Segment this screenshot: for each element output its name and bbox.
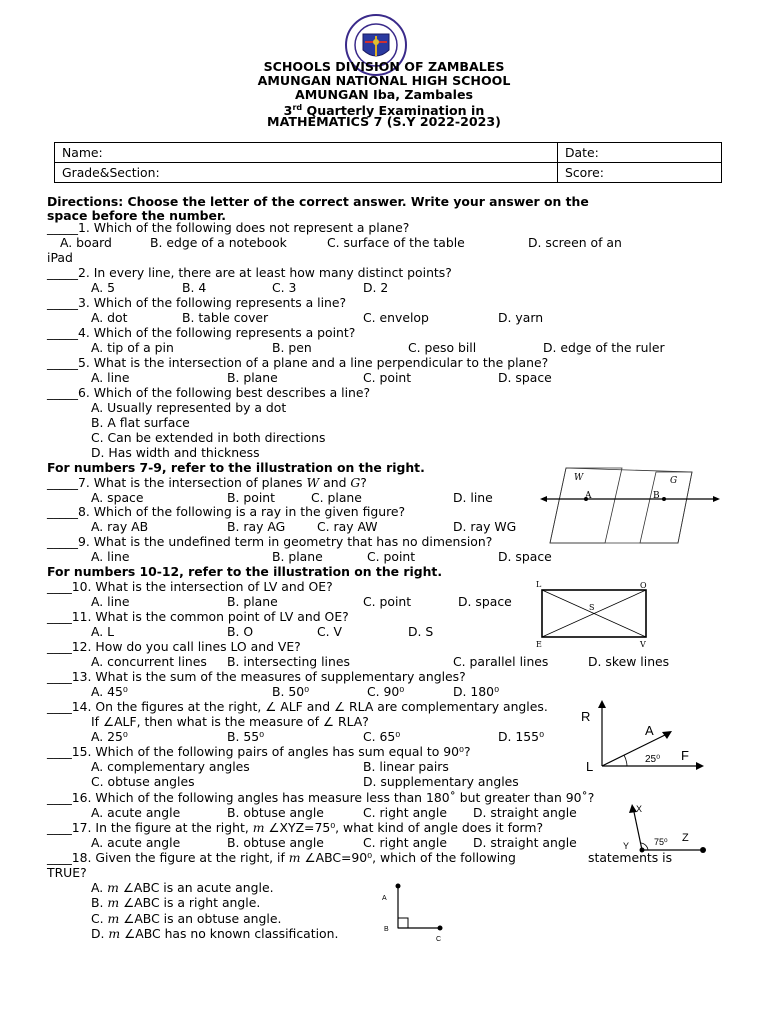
angle-75-label: 75⁰ — [654, 837, 668, 847]
q12-option-c: C. parallel lines — [453, 654, 549, 669]
question-1: _____1. Which of the following does not represent a plane? — [47, 220, 410, 235]
q5-option-b: B. plane — [227, 370, 278, 385]
question-18: ____18. Given the figure at the right, if m ∠ABC=90⁰, which of the following — [47, 850, 516, 865]
q6-option-d: D. Has width and thickness — [91, 445, 260, 460]
question-18-tail: statements is — [588, 850, 673, 865]
q7-option-c: C. plane — [311, 490, 362, 505]
complementary-angles-figure — [575, 700, 705, 776]
q13-option-c: C. 90⁰ — [367, 684, 405, 699]
q8-option-c: C. ray AW — [317, 519, 378, 534]
question-10: ____10. What is the intersection of LV and OE? — [47, 579, 333, 594]
q1-option-a: A. board — [60, 235, 112, 250]
question-16: ____16. Which of the following angles has measure less than 180˚ but greater than 90˚? — [47, 790, 595, 805]
q1-option-d-cont: iPad — [47, 250, 73, 265]
exam-title: 3rd Quarterly Examination in — [283, 103, 485, 119]
q10-option-c: C. point — [363, 594, 412, 609]
directions-line-1: Directions: Choose the letter of the correct answer. Write your answer on the — [47, 194, 589, 209]
q5-option-c: C. point — [363, 370, 412, 385]
question-5: _____5. What is the intersection of a plane and a line perpendicular to the plane? — [47, 355, 549, 370]
q16-option-d: D. straight angle — [473, 805, 577, 820]
q10-option-d: D. space — [458, 594, 512, 609]
point-a-label: A — [585, 491, 592, 501]
question-8: _____8. Which of the following is a ray in the given figure? — [47, 504, 406, 519]
q7-option-a: A. space — [91, 490, 144, 505]
q4-option-a: A. tip of a pin — [91, 340, 174, 355]
question-17: ____17. In the figure at the right, m ∠XYZ=75⁰, what kind of angle does it form? — [47, 820, 544, 835]
q12-option-a: A. concurrent lines — [91, 654, 207, 669]
q18-option-a: A. m ∠ABC is an acute angle. — [91, 880, 274, 895]
q7-option-b: B. point — [227, 490, 275, 505]
q9-option-d: D. space — [498, 549, 552, 564]
q8-option-a: A. ray AB — [91, 519, 149, 534]
q18-option-b: B. m ∠ABC is a right angle. — [91, 895, 261, 910]
vertex-e-label: E — [536, 640, 542, 649]
question-11: ____11. What is the common point of LV and OE? — [47, 609, 349, 624]
q13-option-b: B. 50⁰ — [272, 684, 310, 699]
q17-option-b: B. obtuse angle — [227, 835, 324, 850]
angle-label-a: A — [645, 723, 654, 738]
angle-25-label: 25⁰ — [645, 754, 661, 765]
q16-option-b: B. obtuse angle — [227, 805, 324, 820]
q11-option-d: D. S — [408, 624, 434, 639]
angle-label-z: Z — [682, 832, 689, 844]
q14-option-d: D. 155⁰ — [498, 729, 545, 744]
question-9: _____9. What is the undefined term in geometry that has no dimension? — [47, 534, 493, 549]
directions-line-2: space before the number. — [47, 208, 227, 223]
q17-option-c: C. right angle — [363, 835, 447, 850]
q18-option-c: C. m ∠ABC is an obtuse angle. — [91, 911, 282, 926]
q5-option-d: D. space — [498, 370, 552, 385]
q3-option-b: B. table cover — [182, 310, 269, 325]
q10-option-a: A. line — [91, 594, 130, 609]
q9-option-c: C. point — [367, 549, 416, 564]
question-13: ____13. What is the sum of the measures of supplementary angles? — [47, 669, 466, 684]
q1-option-d: D. screen of an — [528, 235, 622, 250]
q17-option-a: A. acute angle — [91, 835, 181, 850]
q15-option-a: A. complementary angles — [91, 759, 250, 774]
q2-option-b: B. 4 — [182, 280, 207, 295]
right-angle-abc-figure — [378, 880, 450, 946]
q14-option-c: C. 65⁰ — [363, 729, 401, 744]
rectangle-diagonals-figure — [530, 578, 660, 650]
q2-option-a: A. 5 — [91, 280, 116, 295]
q10-option-b: B. plane — [227, 594, 278, 609]
question-3: _____3. Which of the following represents a line? — [47, 295, 347, 310]
q16-option-c: C. right angle — [363, 805, 447, 820]
question-18-line-2: TRUE? — [47, 865, 87, 880]
q1-option-c: C. surface of the table — [327, 235, 465, 250]
q14-option-b: B. 55⁰ — [227, 729, 265, 744]
question-12: ____12. How do you call lines LO and VE? — [47, 639, 301, 654]
question-2: _____2. In every line, there are at least how many distinct points? — [47, 265, 452, 280]
q5-option-a: A. line — [91, 370, 130, 385]
angle-label-a: A — [382, 895, 387, 902]
q4-option-b: B. pen — [272, 340, 312, 355]
plane-w-label: W — [574, 473, 584, 483]
q3-option-d: D. yarn — [498, 310, 544, 325]
q12-option-d: D. skew lines — [588, 654, 670, 669]
angle-label-x: X — [636, 804, 643, 814]
q1-option-b: B. edge of a notebook — [150, 235, 287, 250]
q18-option-d: D. m ∠ABC has no known classification. — [91, 926, 339, 941]
angle-label-f: F — [681, 748, 689, 763]
q15-option-c: C. obtuse angles — [91, 774, 195, 789]
school-name: AMUNGAN NATIONAL HIGH SCHOOL — [257, 73, 511, 88]
q9-option-b: B. plane — [272, 549, 323, 564]
point-b-label: B — [653, 491, 660, 501]
q11-option-c: C. V — [317, 624, 343, 639]
angle-label-b: B — [384, 926, 389, 933]
subject-title: MATHEMATICS 7 (S.Y 2022-2023) — [267, 114, 501, 129]
score-field[interactable]: Score: — [558, 163, 722, 183]
q13-option-d: D. 180⁰ — [453, 684, 500, 699]
q9-option-a: A. line — [91, 549, 130, 564]
vertex-v-label: V — [640, 640, 646, 649]
section-heading-7-9: For numbers 7-9, refer to the illustration on the right. — [47, 460, 425, 475]
q7-option-d: D. line — [453, 490, 493, 505]
q2-option-d: D. 2 — [363, 280, 389, 295]
vertex-l-label: L — [536, 580, 542, 589]
question-14: ____14. On the figures at the right, ∠ ALF and ∠ RLA are complementary angles. — [47, 699, 548, 714]
q13-option-a: A. 45⁰ — [91, 684, 128, 699]
angle-label-l: L — [586, 759, 594, 774]
question-7: _____7. What is the intersection of planes W and G? — [47, 475, 367, 490]
q12-option-b: B. intersecting lines — [227, 654, 350, 669]
question-4: _____4. Which of the following represents a point? — [47, 325, 356, 340]
q17-option-d: D. straight angle — [473, 835, 577, 850]
q14-option-a: A. 25⁰ — [91, 729, 128, 744]
q2-option-c: C. 3 — [272, 280, 297, 295]
name-field[interactable]: Name: — [55, 143, 558, 163]
q16-option-a: A. acute angle — [91, 805, 181, 820]
q4-option-d: D. edge of the ruler — [543, 340, 665, 355]
q3-option-c: C. envelop — [363, 310, 429, 325]
angle-xyz-figure — [620, 798, 708, 856]
section-heading-10-12: For numbers 10-12, refer to the illustration on the right. — [47, 564, 443, 579]
point-s-label: S — [589, 603, 595, 612]
q8-option-b: B. ray AG — [227, 519, 286, 534]
q6-option-b: B. A flat surface — [91, 415, 190, 430]
date-field[interactable]: Date: — [558, 143, 722, 163]
q15-option-d: D. supplementary angles — [363, 774, 519, 789]
question-15: ____15. Which of the following pairs of angles has sum equal to 90⁰? — [47, 744, 471, 759]
q6-option-c: C. Can be extended in both directions — [91, 430, 326, 445]
grade-section-field[interactable]: Grade&Section: — [55, 163, 558, 183]
q3-option-a: A. dot — [91, 310, 128, 325]
plane-g-label: G — [670, 476, 678, 486]
angle-label-r: R — [581, 709, 591, 724]
q8-option-d: D. ray WG — [453, 519, 517, 534]
school-address: AMUNGAN Iba, Zambales — [294, 87, 474, 102]
q6-option-a: A. Usually represented by a dot — [91, 400, 287, 415]
q15-option-b: B. linear pairs — [363, 759, 449, 774]
q11-option-b: B. O — [227, 624, 254, 639]
question-14-line-2: If ∠ALF, then what is the measure of ∠ RLA? — [91, 714, 369, 729]
angle-label-y: Y — [623, 841, 630, 851]
question-6: _____6. Which of the following best describes a line? — [47, 385, 371, 400]
q4-option-c: C. peso bill — [408, 340, 477, 355]
intersecting-planes-figure — [540, 465, 720, 547]
angle-label-c: C — [436, 936, 442, 943]
vertex-o-label: O — [640, 581, 647, 590]
division-title: SCHOOLS DIVISION OF ZAMBALES — [263, 59, 505, 74]
q11-option-a: A. L — [91, 624, 115, 639]
student-info-table — [54, 142, 722, 183]
